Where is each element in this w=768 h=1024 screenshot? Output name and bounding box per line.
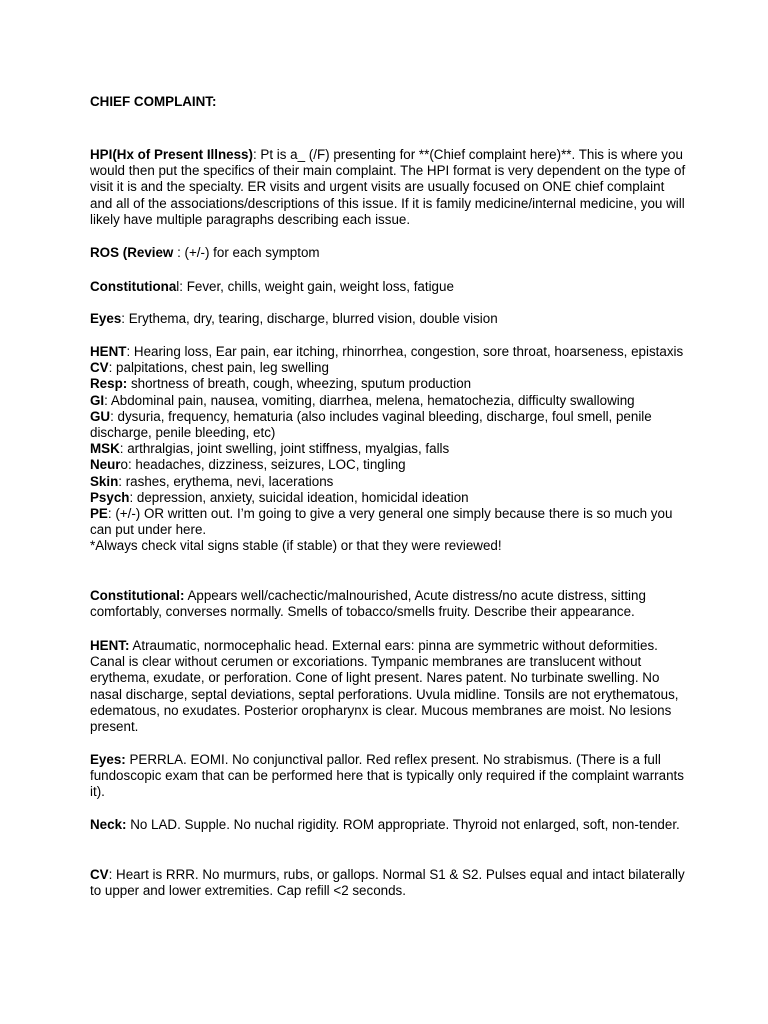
ros-item-label: HENT <box>90 344 127 359</box>
ros-item-msk <box>90 441 690 457</box>
pe-constitutional-label: Constitutional: <box>90 588 185 603</box>
ros-item-psych <box>90 490 690 506</box>
ros-item-skin <box>90 474 690 490</box>
hpi-paragraph <box>90 147 690 228</box>
ros-item-gi <box>90 393 690 409</box>
ros-item-cv <box>90 360 690 376</box>
pe-hent <box>90 638 690 735</box>
ros-item-text: o: headaches, dizziness, seizures, LOC, tingling <box>120 457 406 473</box>
ros-item-text: : depression, anxiety, suicidal ideation, homicidal ideation <box>129 489 469 505</box>
hpi-label: HPI(Hx of Present Illness) <box>90 147 253 162</box>
ros-item-text: shortness of breath, cough, wheezing, sputum production <box>127 376 472 392</box>
chief-complaint-heading: CHIEF COMPLAINT: <box>90 94 217 109</box>
hpi-text: : Pt is a_ (/F) presenting for **(Chief complaint here)**. This is where you would then put the specifics of their main complaint. The HPI format is very dependent on the type of visit it is and the specialty. ER visits and urgent visits are usually focused on ONE chief complaint and all of the associations/descriptions of this issue. If it is family medicine/internal medicine, you will likely have multiple paragraphs describing each issue. <box>90 147 686 227</box>
ros-item-text: : palpitations, chest pain, leg swelling <box>108 360 329 376</box>
ros-item-text: : (+/-) OR written out. I’m going to give a very general one simply because there is so much you can put under here. <box>90 506 673 538</box>
ros-item-label: Resp: <box>90 376 128 392</box>
ros-heading <box>90 245 690 261</box>
ros-item-resp <box>90 376 690 392</box>
ros-item-text: : Hearing loss, Ear pain, ear itching, rhinorrhea, congestion, sore throat, hoarseness, epistaxis <box>126 344 684 359</box>
ros-item-label: GI <box>90 392 105 408</box>
ros-item-label: Neur <box>90 457 121 473</box>
ros-constitutional <box>90 279 690 295</box>
ros-eyes-text: : Erythema, dry, tearing, discharge, blurred vision, double vision <box>121 311 498 326</box>
ros-item-label: Skin <box>90 473 119 489</box>
pe-cv <box>90 867 690 899</box>
vitals-note: *Always check vital signs stable (if stable) or that they were reviewed! <box>90 538 502 554</box>
pe-hent-text: Atraumatic, normocephalic head. External ears: pinna are symmetric without deformities. Canal is clear without cerumen or excoriations. Tympanic membranes are translucent without erythema, exudate, or perforation. Cone of light present. Nares patent. No turbinate swelling. No nasal discharge, septal deviations, septal perforations. Uvula midline. Tonsils are not erythematous, edematous, no exudates. Posterior oropharynx is clear. Mucous membranes are moist. No lesions present. <box>90 638 679 735</box>
pe-neck-label: Neck: <box>90 817 127 832</box>
ros-item-neuro <box>90 457 690 473</box>
ros-item-hent <box>90 344 690 360</box>
ros-systems-list <box>90 344 690 555</box>
ros-item-label: MSK <box>90 441 120 457</box>
ros-item-label: CV <box>90 360 109 376</box>
pe-hent-label: HENT: <box>90 638 130 653</box>
pe-neck <box>90 817 690 833</box>
ros-item-gu <box>90 409 690 441</box>
pe-neck-text: No LAD. Supple. No nuchal rigidity. ROM appropriate. Thyroid not enlarged, soft, non-tender. <box>126 817 680 832</box>
pe-eyes <box>90 752 690 801</box>
pe-constitutional <box>90 588 690 620</box>
ros-text: : (+/-) for each symptom <box>173 245 320 260</box>
pe-cv-text: : Heart is RRR. No murmurs, rubs, or gallops. Normal S1 & S2. Pulses equal and intact bilaterally to upper and lower extremities. Cap refill <2 seconds. <box>90 867 685 899</box>
ros-eyes <box>90 311 690 327</box>
ros-constitutional-text: l: Fever, chills, weight gain, weight loss, fatigue <box>176 279 454 294</box>
ros-item-text: : rashes, erythema, nevi, lacerations <box>118 473 334 489</box>
ros-item-text: : Abdominal pain, nausea, vomiting, diarrhea, melena, hematochezia, difficulty swallowing <box>104 392 635 408</box>
ros-item-label: Psych <box>90 489 130 505</box>
ros-item-label: PE <box>90 506 108 522</box>
pe-eyes-label: Eyes: <box>90 752 126 767</box>
ros-constitutional-label: Constitutiona <box>90 279 177 294</box>
pe-constitutional-text: Appears well/cachectic/malnourished, Acute distress/no acute distress, sitting comfortably, converses normally. Smells of tobacco/smells fruity. Describe their appearance. <box>90 588 646 620</box>
ros-item-label: GU <box>90 408 111 424</box>
pe-cv-label: CV <box>90 867 109 882</box>
pe-eyes-text: PERRLA. EOMI. No conjunctival pallor. Red reflex present. No strabismus. (There is a full fundoscopic exam that can be performed here that is typically only required if the complaint warrants it). <box>90 752 684 800</box>
ros-item-text: : dysuria, frequency, hematuria (also includes vaginal bleeding, discharge, foul smell, penile discharge, penile bleeding, etc) <box>90 408 652 441</box>
ros-eyes-label: Eyes <box>90 311 122 326</box>
ros-item-pe <box>90 506 690 538</box>
ros-item-text: : arthralgias, joint swelling, joint stiffness, myalgias, falls <box>119 441 450 457</box>
ros-label: ROS (Review <box>90 245 174 260</box>
